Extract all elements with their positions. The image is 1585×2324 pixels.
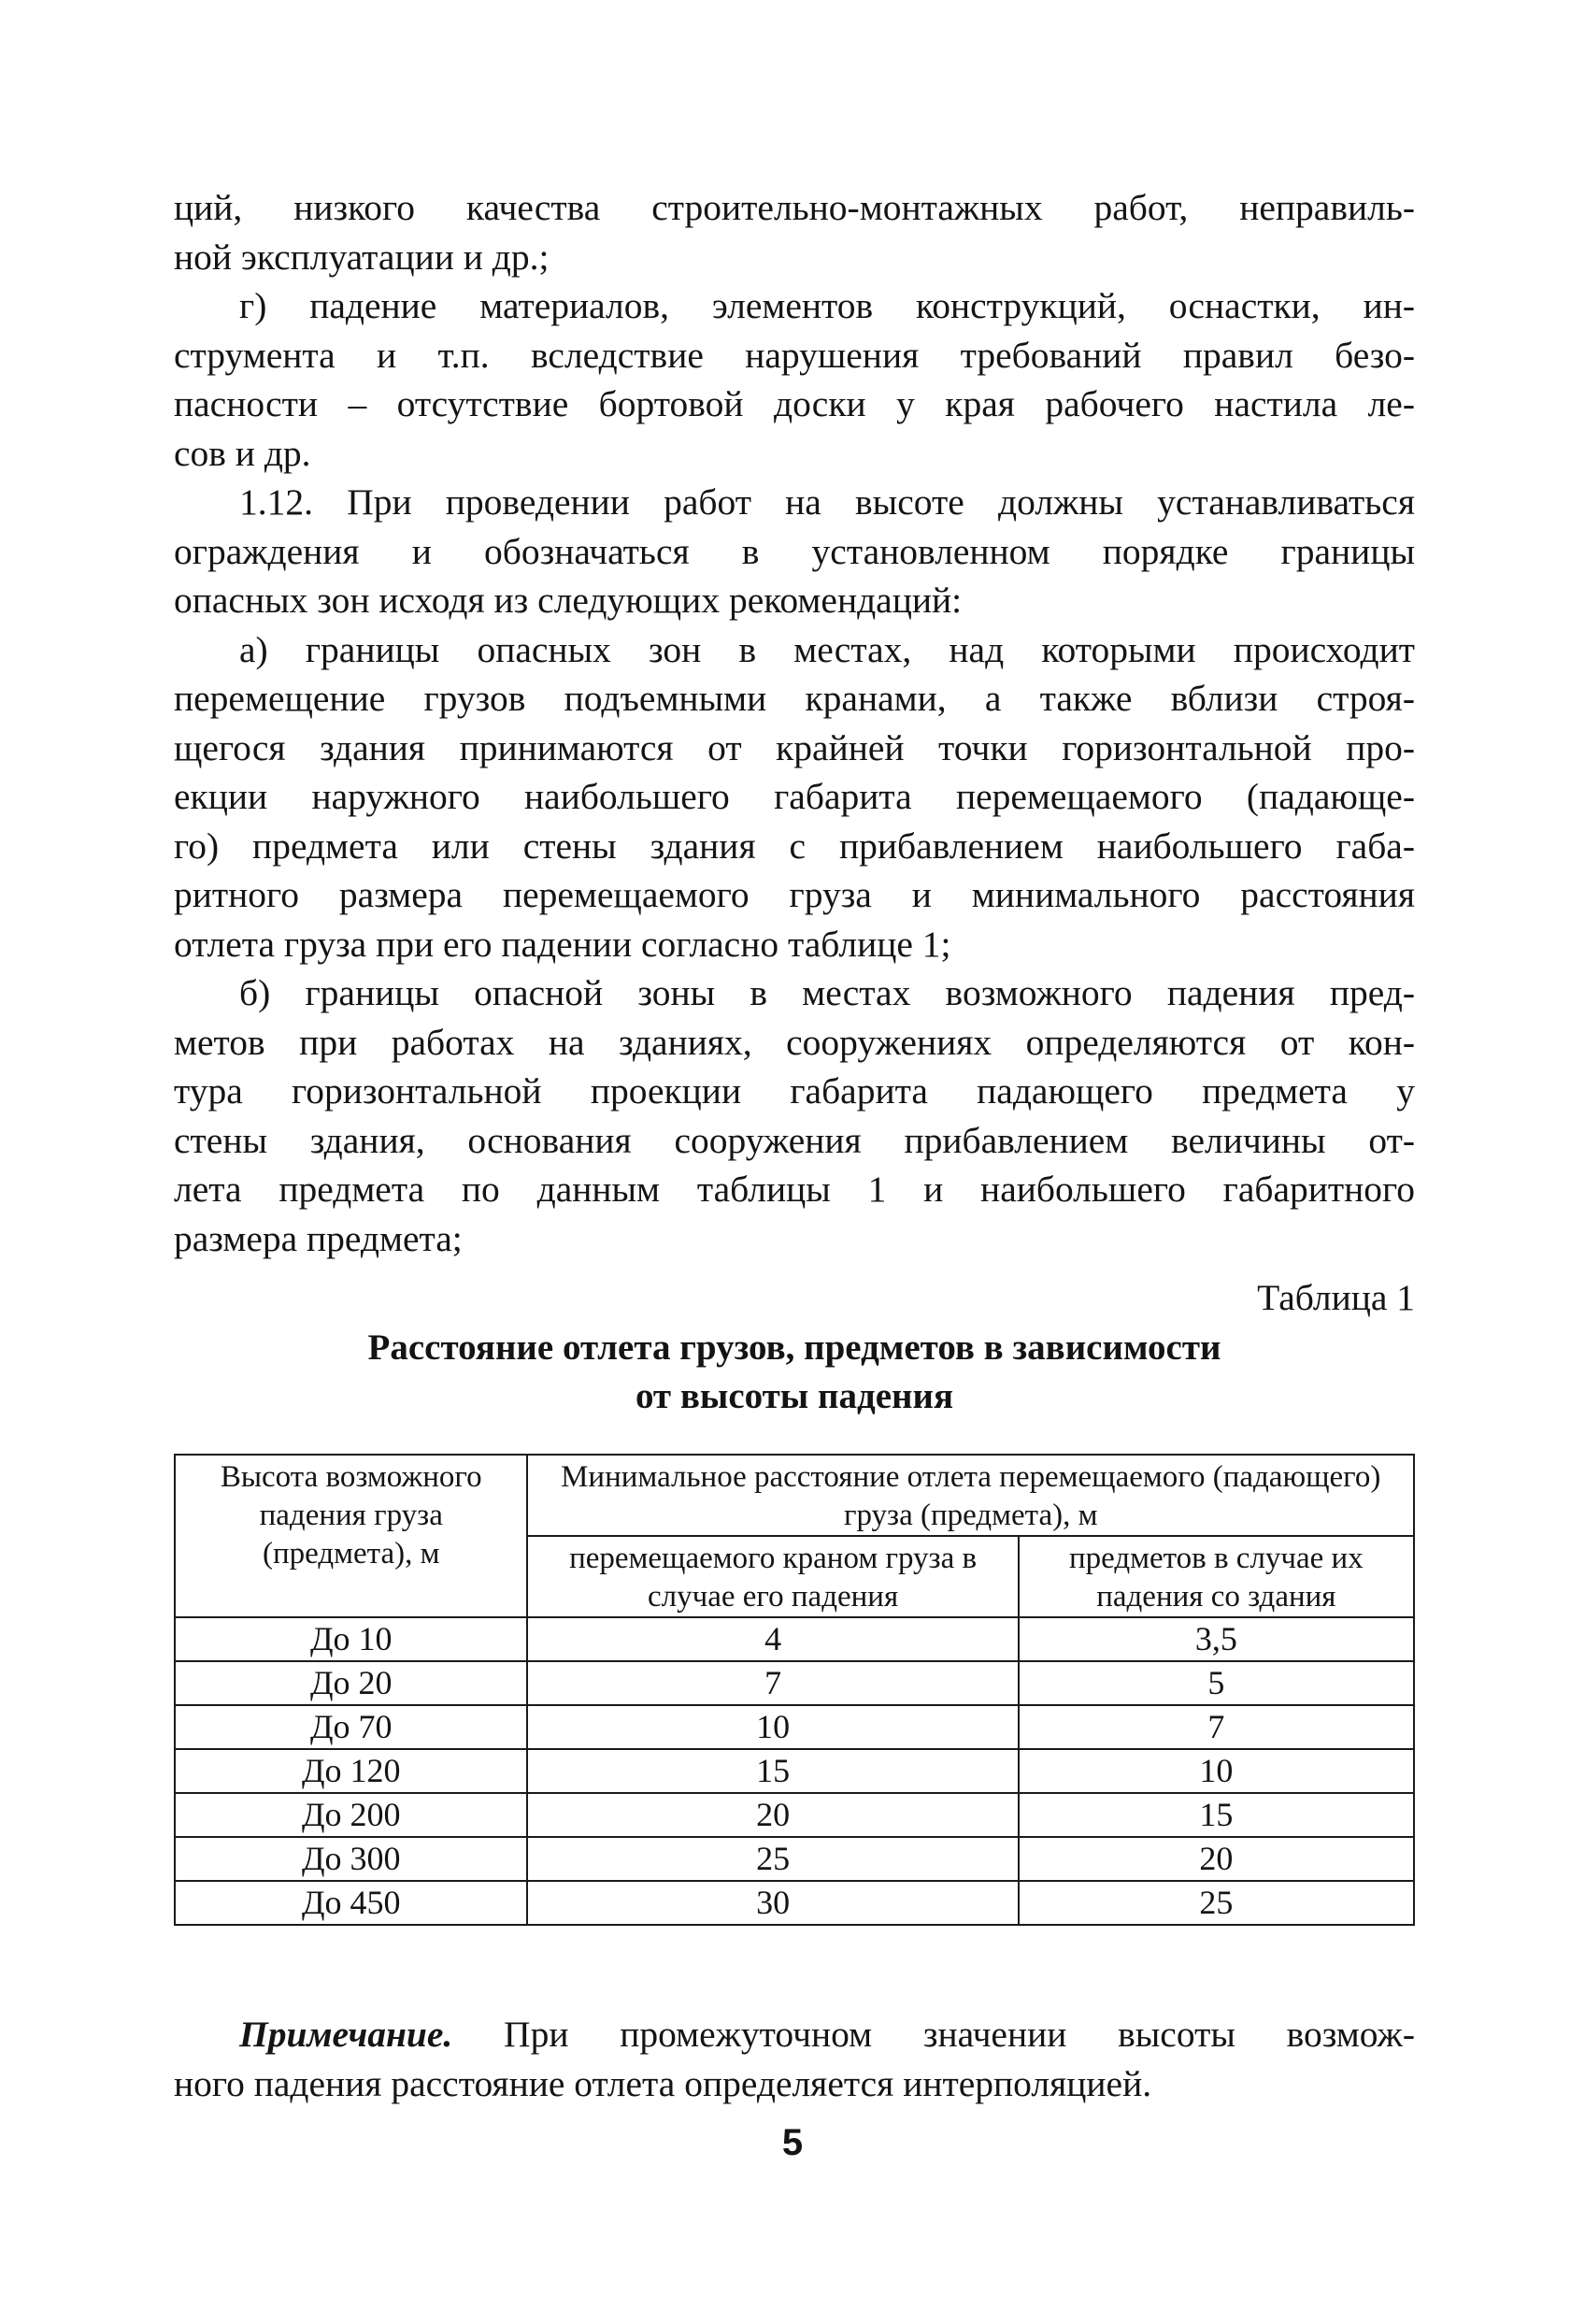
text-line: ной эксплуатации и др.;	[174, 236, 550, 278]
cell-height: До 70	[175, 1705, 527, 1749]
header-crane: перемещаемого краном груза в случае его падения	[527, 1536, 1018, 1617]
cell-building: 10	[1019, 1749, 1414, 1793]
cell-crane: 7	[527, 1661, 1018, 1705]
body-text	[174, 183, 1415, 1263]
text-line: б) границы опасной зоны в местах возможного падения пред-	[239, 972, 1415, 1013]
text-line: щегося здания принимаются от крайней точки горизонтальной про-	[174, 726, 1415, 768]
table-row	[175, 1661, 1414, 1705]
text-line: ритного размера перемещаемого груза и минимального расстояния	[174, 874, 1415, 915]
table-title	[174, 1324, 1415, 1421]
cell-crane: 25	[527, 1837, 1018, 1881]
text-line: г) падение материалов, элементов конструкций, оснастки, ин-	[239, 285, 1415, 326]
text-line: метов при работах на зданиях, сооружениях определяются от кон-	[174, 1021, 1415, 1063]
cell-building: 20	[1019, 1837, 1414, 1881]
text-line: тура горизонтальной проекции габарита падающего предмета у	[174, 1070, 1415, 1112]
text-line: го) предмета или стены здания с прибавлением наибольшего габа-	[174, 825, 1415, 867]
cell-building: 25	[1019, 1881, 1414, 1925]
text-line: сов и др.	[174, 432, 311, 474]
table-title-line: от высоты падения	[635, 1376, 954, 1416]
distance-table	[174, 1454, 1415, 1926]
text-line: ограждения и обозначаться в установленном порядке границы	[174, 530, 1415, 572]
cell-height: До 120	[175, 1749, 527, 1793]
header-building: предметов в случае их падения со здания	[1019, 1536, 1414, 1617]
cell-height: До 20	[175, 1661, 527, 1705]
cell-building: 15	[1019, 1793, 1414, 1837]
text-line: 1.12. При проведении работ на высоте должны устанавливаться	[239, 481, 1415, 523]
cell-crane: 4	[527, 1617, 1018, 1661]
cell-crane: 15	[527, 1749, 1018, 1793]
table-note	[174, 2010, 1415, 2108]
cell-crane: 30	[527, 1881, 1018, 1925]
table-row	[175, 1793, 1414, 1837]
cell-crane: 20	[527, 1793, 1018, 1837]
text-line: ций, низкого качества строительно-монтажных работ, неправиль-	[174, 187, 1415, 228]
text-line: стены здания, основания сооружения прибавлением величины от-	[174, 1119, 1415, 1161]
cell-height: До 300	[175, 1837, 527, 1881]
note-line: ного падения расстояние отлета определяется интерполяцией.	[174, 2062, 1152, 2104]
table-title-line: Расстояние отлета грузов, предметов в зависимости	[367, 1327, 1221, 1368]
cell-height: До 10	[175, 1617, 527, 1661]
text-line: отлета груза при его падении согласно таблице 1;	[174, 923, 951, 965]
table-row	[175, 1837, 1414, 1881]
text-line: опасных зон исходя из следующих рекомендаций:	[174, 580, 963, 621]
text-line: пасности – отсутствие бортовой доски у края рабочего настила ле-	[174, 383, 1415, 424]
table-row	[175, 1705, 1414, 1749]
text-line: струмента и т.п. вследствие нарушения требований правил безо-	[174, 334, 1415, 376]
note-text: При промежуточном значении высоты возмож-	[452, 2014, 1415, 2055]
note-line	[174, 2010, 1415, 2059]
table-row	[175, 1881, 1414, 1925]
text-line: размера предмета;	[174, 1217, 463, 1259]
cell-building: 7	[1019, 1705, 1414, 1749]
text-line: лета предмета по данным таблицы 1 и наибольшего габаритного	[174, 1169, 1415, 1210]
cell-height: До 200	[175, 1793, 527, 1837]
table-row	[175, 1749, 1414, 1793]
page-number: 5	[781, 2122, 804, 2163]
table-caption: Таблица 1	[1257, 1277, 1415, 1318]
cell-building: 3,5	[1019, 1617, 1414, 1661]
text-line: екции наружного наибольшего габарита перемещаемого (падающе-	[174, 776, 1415, 817]
table-row	[175, 1617, 1414, 1661]
header-height: Высота возможного падения груза (предмета), м	[175, 1455, 527, 1617]
text-line: перемещение грузов подъемными кранами, а также вблизи строя-	[174, 678, 1415, 719]
note-label: Примечание.	[239, 2014, 453, 2055]
cell-building: 5	[1019, 1661, 1414, 1705]
header-group: Минимальное расстояние отлета перемещаемого (падающего) груза (предмета), м	[527, 1455, 1414, 1536]
cell-height: До 450	[175, 1881, 527, 1925]
text-line: а) границы опасных зон в местах, над которыми происходит	[239, 628, 1415, 670]
cell-crane: 10	[527, 1705, 1018, 1749]
